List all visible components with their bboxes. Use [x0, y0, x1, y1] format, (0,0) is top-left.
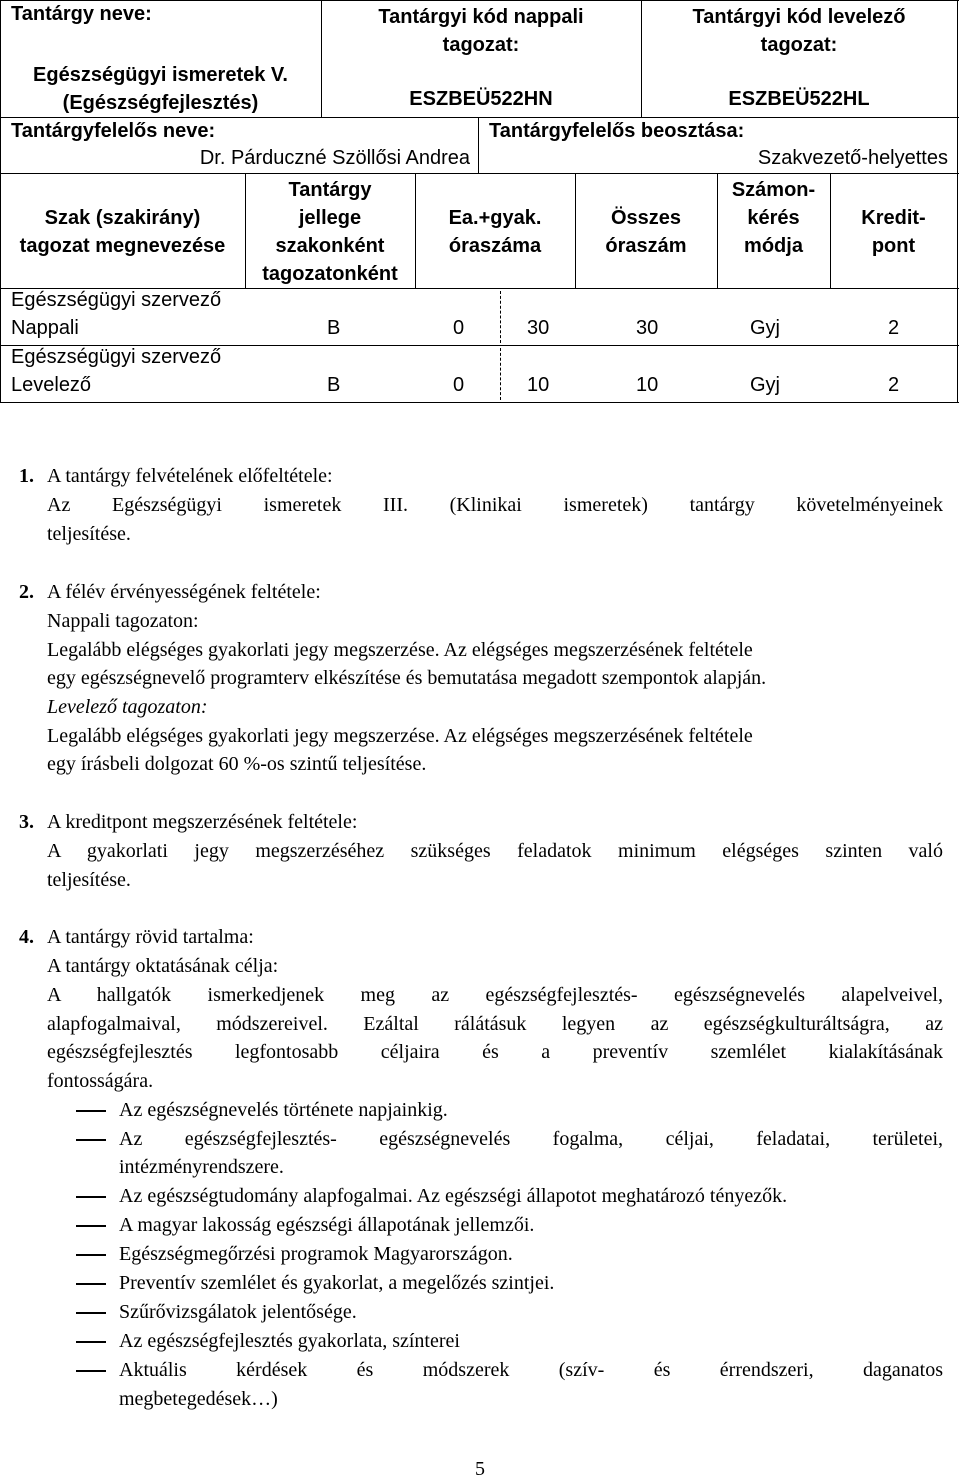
list-item-continuation: megbetegedések…) — [119, 1388, 278, 1410]
subject-name-label: Tantárgy neve: — [11, 3, 152, 25]
header-ea-gyak: Ea.+gyak. óraszáma — [448, 207, 542, 257]
row-program: Egészségügyi szervező — [11, 289, 222, 311]
row-exam: Gyj — [750, 317, 780, 339]
dash-bullet-icon — [76, 1110, 106, 1112]
paragraph-line: Legalább elégséges gyakorlati jegy megszerzése. Az elégséges megszerzésének feltétele — [47, 639, 753, 661]
paragraph-line: egészségfejlesztés legfontosabb céljaira és a preventív szemlélet kialakításának — [47, 1041, 943, 1063]
dash-bullet-icon — [76, 1139, 106, 1141]
list-item: Preventív szemlélet és gyakorlat, a megelőzés szintjei. — [119, 1272, 555, 1294]
list-item: Egészségmegőrzési programok Magyarországon. — [119, 1243, 513, 1265]
paragraph-line: alapfogalmaival, módszereivel. Ezáltal rálátásuk legyen az egészségkulturáltságra, az — [47, 1013, 943, 1035]
page-number: 5 — [475, 1458, 485, 1480]
list-item-continuation: intézményrendszere. — [119, 1156, 284, 1178]
list-item: Szűrővizsgálatok jelentősége. — [119, 1301, 357, 1323]
dash-bullet-icon — [76, 1312, 106, 1314]
dash-bullet-icon — [76, 1225, 106, 1227]
paragraph-line: A hallgatók ismerkedjenek meg az egészségfejlesztés- egészségnevelés alapelveivel, — [47, 984, 943, 1006]
section-number: 1. — [19, 465, 34, 487]
section-title: A tantárgy rövid tartalma: — [47, 926, 254, 948]
paragraph-line: egy írásbeli dolgozat 60 %-os szintű teljesítése. — [47, 753, 427, 775]
code-day-label: Tantárgyi kód nappali tagozat: — [378, 6, 584, 56]
row-type: B — [327, 374, 341, 396]
row-ea: 0 — [453, 374, 465, 396]
aim-label: A tantárgy oktatásának célja: — [47, 955, 279, 977]
section-title: A tantárgy felvételének előfeltétele: — [47, 465, 333, 487]
responsible-name: Dr. Párduczné Szöllősi Andrea — [199, 147, 470, 169]
dash-bullet-icon — [76, 1283, 106, 1285]
list-item: Az egészségfejlesztés gyakorlata, színterei — [119, 1330, 460, 1352]
dash-bullet-icon — [76, 1341, 106, 1343]
header-osszes: Összes óraszám — [605, 207, 687, 257]
paragraph-line: teljesítése. — [47, 869, 131, 891]
correspondence-course-label: Levelező tagozaton: — [47, 696, 208, 718]
row-exam: Gyj — [750, 374, 780, 396]
row-program: Egészségügyi szervező — [11, 346, 222, 368]
paragraph-line: fontosságára. — [47, 1070, 154, 1092]
code-day-value: ESZBEÜ522HN — [409, 88, 553, 110]
list-item: Az egészségnevelés története napjainkig. — [119, 1099, 448, 1121]
list-item: A magyar lakosság egészségi állapotának jellemzői. — [119, 1214, 535, 1236]
paragraph-line: Az Egészségügyi ismeretek III. (Klinikai ismeretek) tantárgy követelményeinek — [47, 494, 943, 516]
row-mode: Levelező — [11, 374, 92, 396]
row-gyak: 30 — [527, 317, 550, 339]
dash-bullet-icon — [76, 1254, 106, 1256]
section-title: A félév érvényességének feltétele: — [47, 581, 321, 603]
header-szamonkeres: Számon- kérés módja — [731, 179, 816, 257]
header-szak: Szak (szakirány) tagozat megnevezése — [19, 207, 226, 257]
list-item: Aktuális kérdések és módszerek (szív- és érrendszeri, daganatos — [119, 1359, 943, 1381]
section-number: 3. — [19, 811, 34, 833]
position-value: Szakvezető-helyettes — [757, 147, 948, 169]
code-correspondence-label: Tantárgyi kód levelező tagozat: — [692, 6, 906, 56]
list-item: Az egészségtudomány alapfogalmai. Az egészségi állapotot meghatározó tényezők. — [119, 1185, 788, 1207]
position-label: Tantárgyfelelős beosztása: — [489, 120, 745, 142]
paragraph-line: egy egészségnevelő programterv elkészítése és bemutatása megadott szempontok alapján. — [47, 667, 767, 689]
section-title: A kreditpont megszerzésének feltétele: — [47, 811, 358, 833]
section-number: 4. — [19, 926, 34, 948]
row-total: 30 — [636, 317, 659, 339]
header-kreditpont: Kredit- pont — [861, 207, 926, 257]
row-ea: 0 — [453, 317, 465, 339]
dash-bullet-icon — [76, 1370, 106, 1372]
list-item: Az egészségfejlesztés- egészségnevelés fogalma, céljai, feladatai, területei, — [119, 1128, 943, 1150]
row-credit: 2 — [888, 317, 900, 339]
responsible-label: Tantárgyfelelős neve: — [11, 120, 216, 142]
code-correspondence-value: ESZBEÜ522HL — [728, 88, 870, 110]
dash-bullet-icon — [76, 1196, 106, 1198]
row-mode: Nappali — [11, 317, 79, 339]
subject-name-value: Egészségügyi ismeretek V. (Egészségfejlesztés) — [33, 64, 288, 114]
row-gyak: 10 — [527, 374, 550, 396]
row-type: B — [327, 317, 341, 339]
paragraph-line: teljesítése. — [47, 523, 131, 545]
paragraph-line: A gyakorlati jegy megszerzéséhez szükséges feladatok minimum elégséges szinten való — [47, 840, 943, 862]
header-jelleg: Tantárgy jellege szakonként tagozatonként — [262, 179, 398, 285]
day-course-label: Nappali tagozaton: — [47, 610, 199, 632]
row-credit: 2 — [888, 374, 900, 396]
paragraph-line: Legalább elégséges gyakorlati jegy megszerzése. Az elégséges megszerzésének feltétele — [47, 725, 753, 747]
row-total: 10 — [636, 374, 659, 396]
section-number: 2. — [19, 581, 34, 603]
